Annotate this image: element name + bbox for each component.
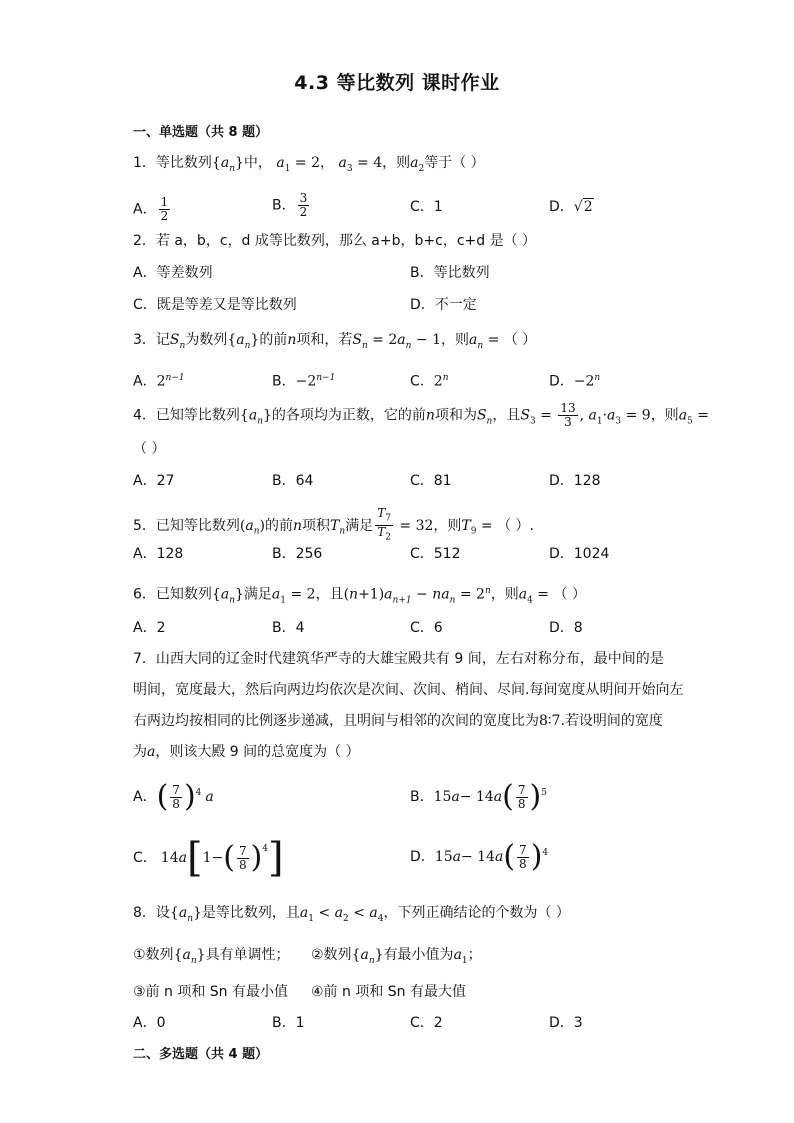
question-1-option-a[interactable]: A． $\frac{1}{2}$ [133, 195, 169, 223]
question-8-stem: 8．设$\{a_n\}$是等比数列，且$a_1 < a_2 < a_4$，下列正确结论的个数为（ ） [133, 905, 570, 924]
question-4-stem-cont: （ ） [133, 441, 166, 457]
section-multi-choice: 二、多选题（共 4 题） [133, 1047, 269, 1062]
question-7-option-b[interactable]: B． 15 a − 14 a ( $\frac{7}{8}$ ) $^5$ [410, 779, 547, 814]
question-7-line-2: 明间，宽度最大，然后向两边均依次是次间、次间、梢间、尽间.每间宽度从明间开始向左 [133, 682, 684, 698]
question-7-option-a[interactable]: A． ( $\frac{7}{8}$ ) $^4$ a [133, 779, 214, 814]
question-8-statement-2: ②数列$\{a_n\}$有最小值为$a_1$； [311, 947, 482, 966]
question-8-option-c[interactable]: C．2 [410, 1015, 443, 1031]
question-2-option-d[interactable]: D．不一定 [410, 297, 477, 313]
question-4-option-d[interactable]: D．128 [549, 473, 601, 489]
question-7-line-1: 7．山西大同的辽金时代建筑华严寺的大雄宝殿共有 9 间，左右对称分布，最中间的是 [133, 651, 664, 667]
question-6-option-c[interactable]: C．6 [410, 620, 443, 636]
question-3-option-b[interactable]: B．$-2^{n-1}$ [272, 373, 336, 390]
question-5-option-d[interactable]: D．1024 [549, 546, 610, 562]
question-7-line-3: 右两边均按相同的比例逐步递减，且明间与相邻的次间的宽度比为8∶7.若设明间的宽度 [133, 713, 663, 729]
question-6-option-d[interactable]: D．8 [549, 620, 583, 636]
question-4-stem: 4．已知等比数列$\{a_n\}$的各项均为正数，它的前n项和为$S_n$，且$S_3$ = $\frac{13}{3}$ , $a_1\cdot a_3 = 9$，则$a_5$ = [133, 401, 709, 429]
question-2-option-b[interactable]: B．等比数列 [410, 265, 490, 281]
question-5-option-b[interactable]: B．256 [272, 546, 323, 562]
question-2-option-c[interactable]: C．既是等差又是等比数列 [133, 297, 297, 313]
question-1-option-d[interactable]: D．√2 [549, 199, 593, 215]
question-3-option-d[interactable]: D．$-2^n$ [549, 373, 601, 390]
question-8-statement-4: ④前 n 项和 Sn 有最大值 [311, 984, 466, 1000]
question-7-option-d[interactable]: D． 15 a − 14 a ( $\frac{7}{8}$ ) $^4$ [410, 839, 549, 874]
question-6-option-b[interactable]: B．4 [272, 620, 305, 636]
question-3-stem: 3．记$S_n$为数列$\{a_n\}$的前n项和，若$S_n = 2a_n - 1$，则$a_n$ = （ ） [133, 332, 537, 351]
question-6-option-a[interactable]: A．2 [133, 620, 166, 636]
question-5-stem: 5．已知等比数列$(a_n)$的前n项积$T_n$满足 $\frac{T_7}{T_2}$ = 32，则$T_9$ = （ ）. [133, 506, 535, 543]
question-6-stem: 6．已知数列$\{a_n\}$满足$a_1 = 2$，且$(n+1)a_{n+1} - na_n = 2^n$，则$a_4$ = （ ） [133, 586, 586, 606]
question-4-option-b[interactable]: B．64 [272, 473, 314, 489]
question-2-stem: 2．若 a，b，c，d 成等比数列，那么 a+b，b+c，c+d 是（ ） [133, 233, 537, 249]
question-1-option-b[interactable]: B． $\frac{3}{2}$ [272, 191, 308, 219]
section-single-choice: 一、单选题（共 8 题） [133, 125, 269, 140]
question-4-option-c[interactable]: C．81 [410, 473, 452, 489]
question-7-line-4: 为a，则该大殿 9 间的总宽度为（ ） [133, 744, 360, 760]
question-8-option-d[interactable]: D．3 [549, 1015, 583, 1031]
question-1-stem: 1．等比数列$\{a_n\}$中， $a_1 = 2$， $a_3 = 4$，则$a_2$等于（ ） [133, 155, 485, 174]
question-3-option-c[interactable]: C．2$^n$ [410, 373, 449, 390]
question-4-option-a[interactable]: A．27 [133, 473, 175, 489]
question-8-option-a[interactable]: A．0 [133, 1015, 166, 1031]
question-1-option-c[interactable]: C．1 [410, 199, 443, 215]
question-8-statement-1: ①数列$\{a_n\}$具有单调性； [133, 947, 290, 966]
question-2-option-a[interactable]: A．等差数列 [133, 265, 213, 281]
page-title: 4.3 等比数列 课时作业 [294, 72, 500, 94]
question-3-option-a[interactable]: A．$2^{n-1}$ [133, 373, 185, 390]
question-5-option-a[interactable]: A．128 [133, 546, 184, 562]
question-8-option-b[interactable]: B．1 [272, 1015, 305, 1031]
question-5-option-c[interactable]: C．512 [410, 546, 461, 562]
question-7-option-c[interactable]: C． 14 a [ 1− ( $\frac{7}{8}$ ) $^4$ ] [133, 835, 284, 881]
question-8-statement-3: ③前 n 项和 Sn 有最小值 [133, 984, 288, 1000]
